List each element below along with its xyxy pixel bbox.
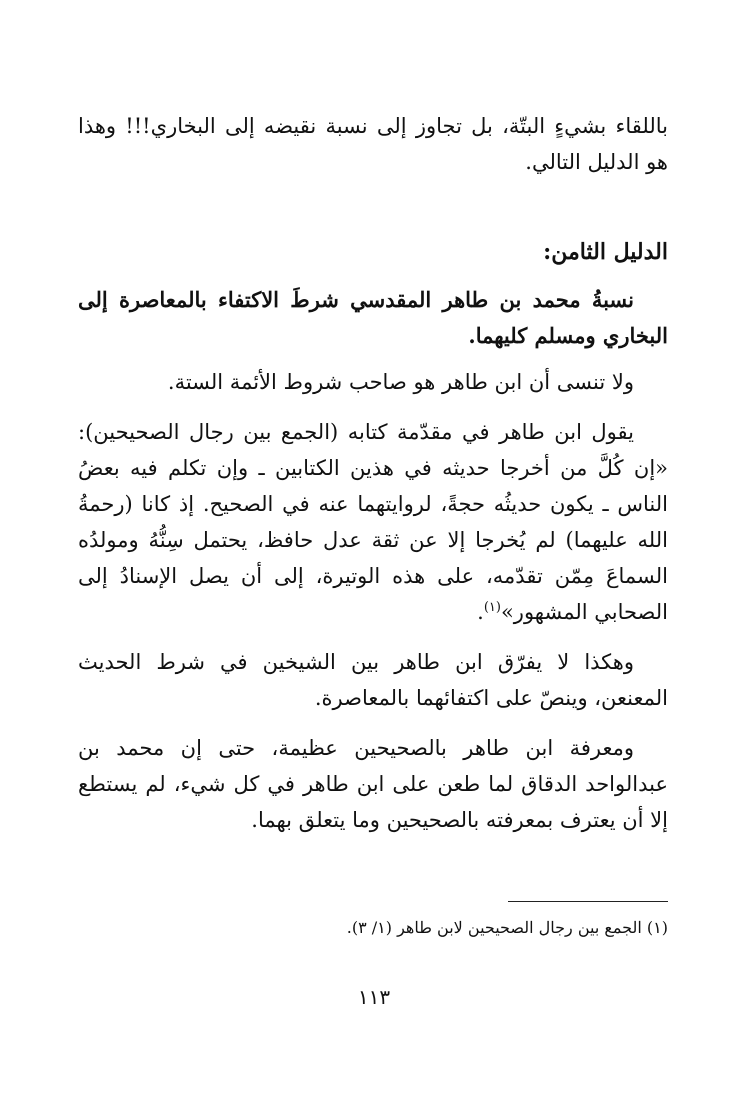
paragraph-quote-intro	[78, 414, 668, 630]
paragraph-continuation: باللقاء بشيءٍ البتّة، بل تجاوز إلى نسبة نقيضه إلى البخاري!!! وهذا هو الدليل التالي.	[78, 114, 668, 174]
page-number: ١١٣	[357, 985, 391, 1009]
page-body	[78, 108, 668, 838]
paragraph-reminder: ولا تنسى أن ابن طاهر هو صاحب شروط الأئمة الستة.	[167, 370, 634, 394]
quote-end: .	[477, 600, 484, 624]
paragraph-knowledge: ومعرفة ابن طاهر بالصحيحين عظيمة، حتى إن محمد بن عبدالواحد الدقاق لما طعن على ابن طاهر في كل شيء، لم يستطع إلا أن يعترف بمعرفته بالصحيحين وما يتعلق بهما.	[78, 736, 668, 832]
footnote-marker: (١)	[483, 600, 501, 615]
quote-text: «إن كُلَّ من أخرجا حديثه في هذين الكتابين ـ وإن تكلم فيه بعضُ الناس ـ يكون حديثُه حجةً، لروايتهما عنه في الصحيح. إذ كانا (رحمةُ الله عليهما) لم يُخرجا إلا عن ثقة عدل حافظ، يحتمل سِنُّهُ ومولدُه السماعَ مِمّن تقدّمه، على هذه الوتيرة، إلى أن يصل الإسنادُ إلى الصحابي المشهور»	[78, 456, 668, 624]
paragraph-conclusion: وهكذا لا يفرّق ابن طاهر بين الشيخين في شرط الحديث المعنعن، وينصّ على اكتفائهما بالمعاصرة.	[78, 650, 668, 710]
footnote-divider	[508, 901, 668, 902]
footnote: (١) الجمع بين رجال الصحيحين لابن طاهر (١/ ٣).	[346, 918, 668, 937]
section-thesis: نسبةُ محمد بن طاهر المقدسي شرطَ الاكتفاء بالمعاصرة إلى البخاري ومسلم كليهما.	[78, 287, 668, 348]
section-heading: الدليل الثامن:	[543, 239, 668, 265]
quote-lead: يقول ابن طاهر في مقدّمة كتابه (الجمع بين رجال الصحيحين):	[78, 420, 634, 444]
